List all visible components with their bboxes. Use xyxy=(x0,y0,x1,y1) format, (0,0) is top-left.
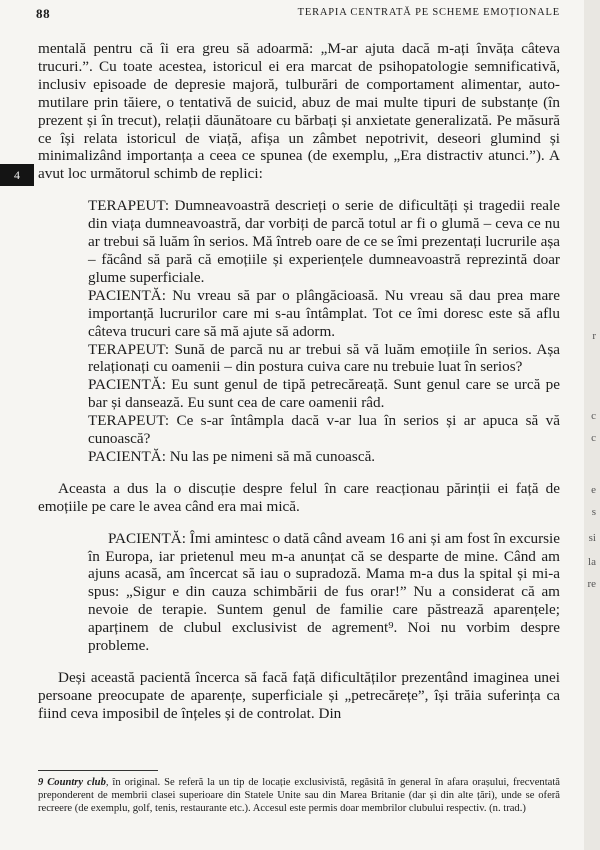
footnote-divider xyxy=(38,770,158,771)
dialogue-line: PACIENTĂ: Nu las pe nimeni să mă cunoască. xyxy=(88,447,376,465)
page-header xyxy=(36,6,560,26)
dialogue-line: PACIENTĂ: Eu sunt genul de tipă petrecăreață. Sunt genul care se urcă pe bar și dansează. Eu sunt cea de care oamenii râd. xyxy=(88,376,560,412)
footnote-text: , în original. Se referă la un tip de locație exclusivistă, regăsită în general în afara orașului, frecventată preponderent de membrii clasei superioare din Statele Unite sau din Marea Britanie (dar și din alte țări), unde se oferă recreere (de exemplu, golf, tenis, restaurante etc.). Accesul este permis doar membrilor clubului respectiv. (n. trad.) xyxy=(38,777,560,815)
edge-letter: c xyxy=(591,432,596,444)
dialogue-line: TERAPEUT: Ce s-ar întâmpla dacă v-ar lua în serios și ar apuca să vă cunoască? xyxy=(88,412,560,448)
dialogue-block-2 xyxy=(88,530,560,655)
paragraph-1: mentală pentru că îi era greu să adoarmă: „M-ar ajuta dacă m-ați învăța câteva trucuri.”. Cu toate acestea, istoricul ei era marcat de psihopatologie semnificativă, inclusiv episoade de depresie majoră, tulburări de comportament alimentar, auto-mutilare prin tăiere, o tentativă de suicid, abuz de mai multe tipuri de substanțe (în prezent și în trecut), relații dăunătoare cu bărbați și anxietate generalizată. Pe măsură ce își relata istoricul de viață, afișa un zâmbet nepotrivit, deseori glumind și minimalizând importanța a ceea ce spunea (de exemplu, „Era distractiv atunci.”). A avut loc următorul schimb de replici: xyxy=(38,40,560,183)
paragraph-3: Deși această pacientă încerca să facă față dificultăților prezentând imaginea unei persoane preocupate de aparențe, superficiale și „petrecărețe”, își trăia suferința ca fiind ceva imposibil de înțeles și de controlat. Din xyxy=(38,669,560,722)
edge-letter: si xyxy=(588,532,596,544)
edge-letter: e xyxy=(591,484,596,496)
edge-letter: re xyxy=(587,578,596,590)
footnote-label: 9 Country club xyxy=(38,777,106,788)
dialogue-block-1 xyxy=(88,197,560,466)
edge-letter: c xyxy=(591,410,596,422)
edge-letter: s xyxy=(591,506,596,518)
dialogue-line: TERAPEUT: Dumneavoastră descrieți o serie de dificultăți și tragedii reale din viața dumneavoastră, dar vorbiți de parcă totul ar fi o glumă – ceva ce nu ar trebui să luăm în serios. Mă întreb oare de ce se îmi prezentați lucrurile așa – făcând să pară că emoțiile și experiențele dumneavoastră reprezintă doar glume superficiale. xyxy=(88,197,560,286)
edge-letter: r xyxy=(592,330,596,342)
edge-letter: la xyxy=(588,556,596,568)
body-text xyxy=(38,40,560,723)
dialogue-line: PACIENTĂ: Îmi amintesc o dată când aveam 16 ani și am fost în excursie în Europa, iar prietenul meu m-a anunțat că se desparte de mine. Când am ajuns acasă, am încercat să iau o supradoză. Mama m-a dus la spital și mi-a spus: „Sigur e din cauza schimbării de fus orar!” Nu a considerat că am nevoie de terapie. Suntem genul de familie care păstrează aparențele; aparținem de clubul exclusivist de agrement⁹. Noi nu vorbim despre probleme. xyxy=(88,529,560,655)
running-title: TERAPIA CENTRATĂ PE SCHEME EMOȚIONALE xyxy=(297,7,560,18)
page-number: 88 xyxy=(36,6,51,21)
dialogue-line: PACIENTĂ: Nu vreau să par o plângăcioasă. Nu vreau să dau prea mare importanță lucrurilor care mi s-au întâmplat. Tot ce îmi doresc este să aflu câteva trucuri care să mă ajute să adorm. xyxy=(88,286,560,340)
dialogue-line: TERAPEUT: Sună de parcă nu ar trebui să vă luăm emoțiile în serios. Așa relaționați cu oamenii – din postura cuiva care nu trebuie luat în serios? xyxy=(88,340,560,376)
chapter-tab: 4 xyxy=(0,164,34,186)
adjacent-page-edge xyxy=(584,0,600,850)
footnote xyxy=(38,776,560,816)
paragraph-2: Aceasta a dus la o discuție despre felul în care reacționau părinții ei față de emoțiile pe care le avea când era mai mică. xyxy=(38,479,560,515)
